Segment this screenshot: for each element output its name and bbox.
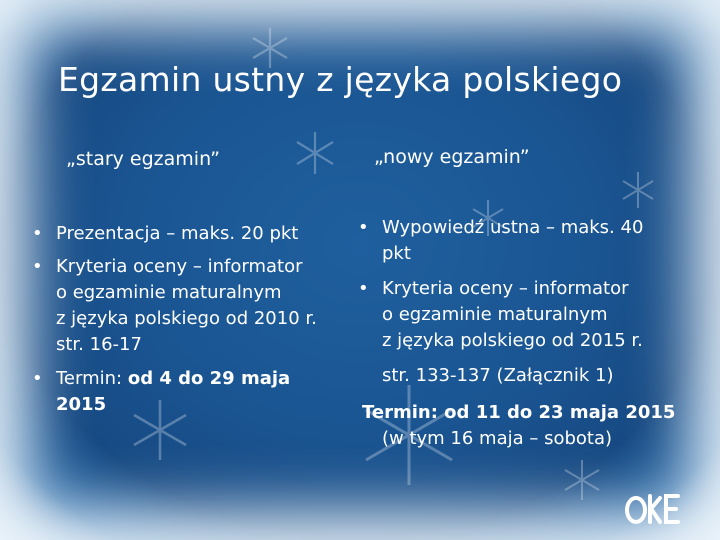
left-bullet-list xyxy=(30,221,350,418)
new-exam-termin-note: (w tym 16 maja – sobota) xyxy=(382,428,613,449)
slide-title: Egzamin ustny z języka polskiego xyxy=(58,60,623,99)
list-item: • Wypowiedź ustna – maks. 40 pkt xyxy=(356,215,686,267)
snowflake-icon xyxy=(560,458,604,502)
list-item: • Kryteria oceny – informator o egzaminie maturalnym z języka polskiego od 2015 r. xyxy=(356,276,686,354)
left-column-heading: „stary egzamin” xyxy=(66,148,220,170)
list-item: • Kryteria oceny – informator o egzaminie maturalnym z języka polskiego od 2010 r. str. 16-17 xyxy=(30,254,350,358)
snowflake-icon xyxy=(618,170,658,210)
right-bullet-list xyxy=(356,215,686,354)
snowflake-icon xyxy=(292,130,338,176)
new-exam-termin: Termin: od 11 do 23 maja 2015 xyxy=(362,402,676,423)
list-item: • Termin: od 4 do 29 maja 2015 xyxy=(30,366,350,418)
pages-reference: str. 133-137 (Załącznik 1) xyxy=(382,365,614,386)
oke-logo xyxy=(622,488,684,528)
list-item: • Prezentacja – maks. 20 pkt xyxy=(30,221,350,247)
right-column-heading: „nowy egzamin” xyxy=(374,146,530,168)
